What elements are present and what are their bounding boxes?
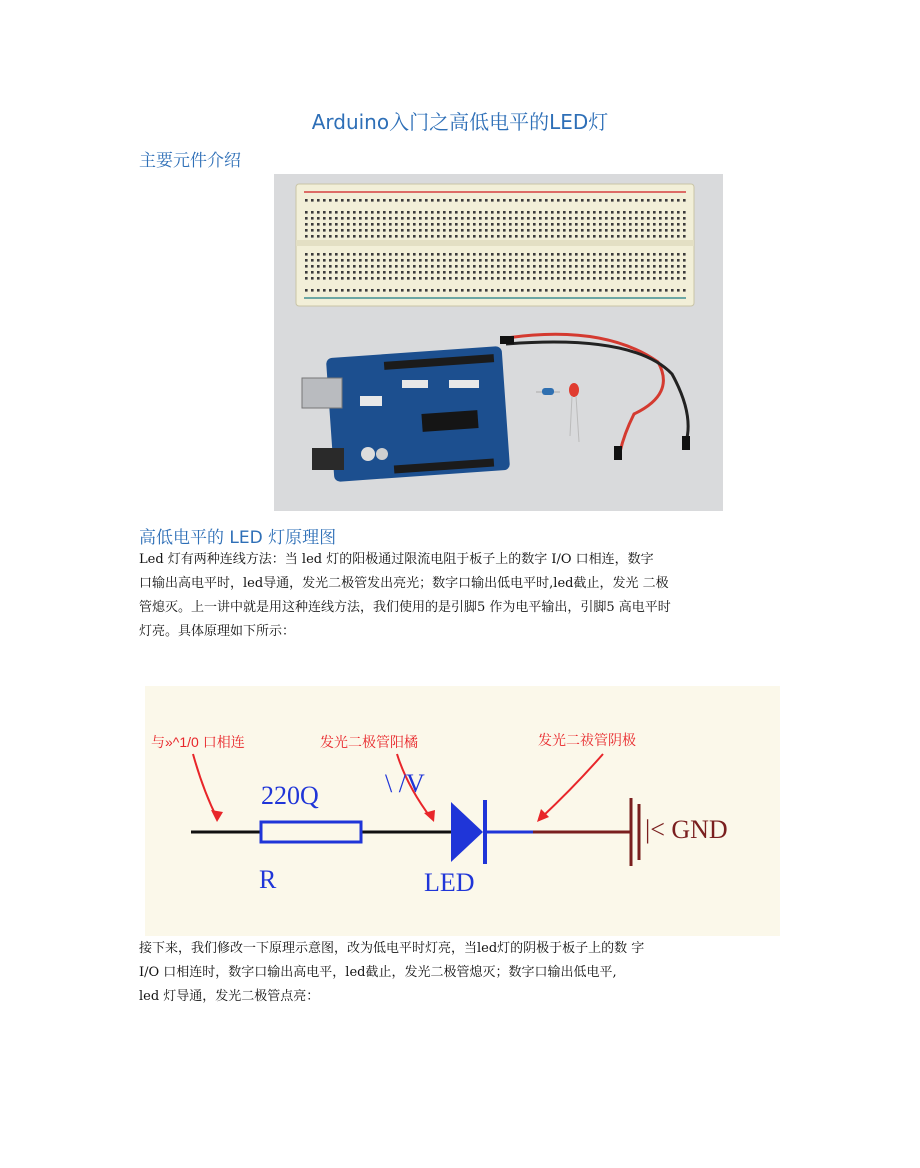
led-schematic-diagram: [145, 686, 780, 936]
gnd-label: |< GND: [645, 815, 728, 844]
paragraph-line: 口输出高电平时，led导通，发光二极管发出亮光；数字口输出低电平时,led截止，发光 二极: [139, 576, 669, 591]
paragraph-line: Led 灯有两种连线方法：当 led 灯的阳极通过限流电阻于板子上的数字 I/O 口相连，数字: [139, 552, 654, 567]
paragraph-line: I/O 口相连时，数字口输出高电平，led截止，发光二极管熄灭；数字口输出低电平,: [139, 965, 617, 980]
section-heading-components: 主要元件介绍: [139, 151, 241, 171]
breadboard-image: [296, 184, 694, 306]
paragraph-line: led 灯导通，发光二极管点亮：: [139, 989, 320, 1004]
components-photo: [274, 174, 723, 511]
paragraph-high-level: [139, 548, 799, 644]
annotation-io-port: 与»^1/0 口相连: [151, 734, 245, 750]
paragraph-line: 接下来，我们修改一下原理示意图，改为低电平时灯亮，当led灯的阴极于板子上的数 字: [139, 941, 645, 956]
paragraph-line: 灯亮。具体原理如下所示：: [139, 624, 296, 639]
led-label: LED: [424, 868, 475, 897]
resistor-label: R: [259, 865, 277, 894]
paragraph-low-level: [139, 937, 799, 1009]
annotation-anode: 发光二极管阳橘: [320, 734, 418, 750]
led-light-mark: \ /V: [385, 769, 425, 798]
annotation-cathode: 发光二祓管阴极: [538, 732, 636, 748]
resistor-value: 220Q: [261, 781, 319, 810]
page-title: Arduino入门之高低电平的LED灯: [311, 110, 609, 134]
arduino-board-image: [302, 346, 510, 482]
paragraph-line: 管熄灭。上一讲中就是用这种连线方法，我们使用的是引脚5 作为电平输出，引脚5 高电平时: [139, 600, 671, 615]
section-heading-schematic: 高低电平的 LED 灯原理图: [139, 528, 337, 548]
